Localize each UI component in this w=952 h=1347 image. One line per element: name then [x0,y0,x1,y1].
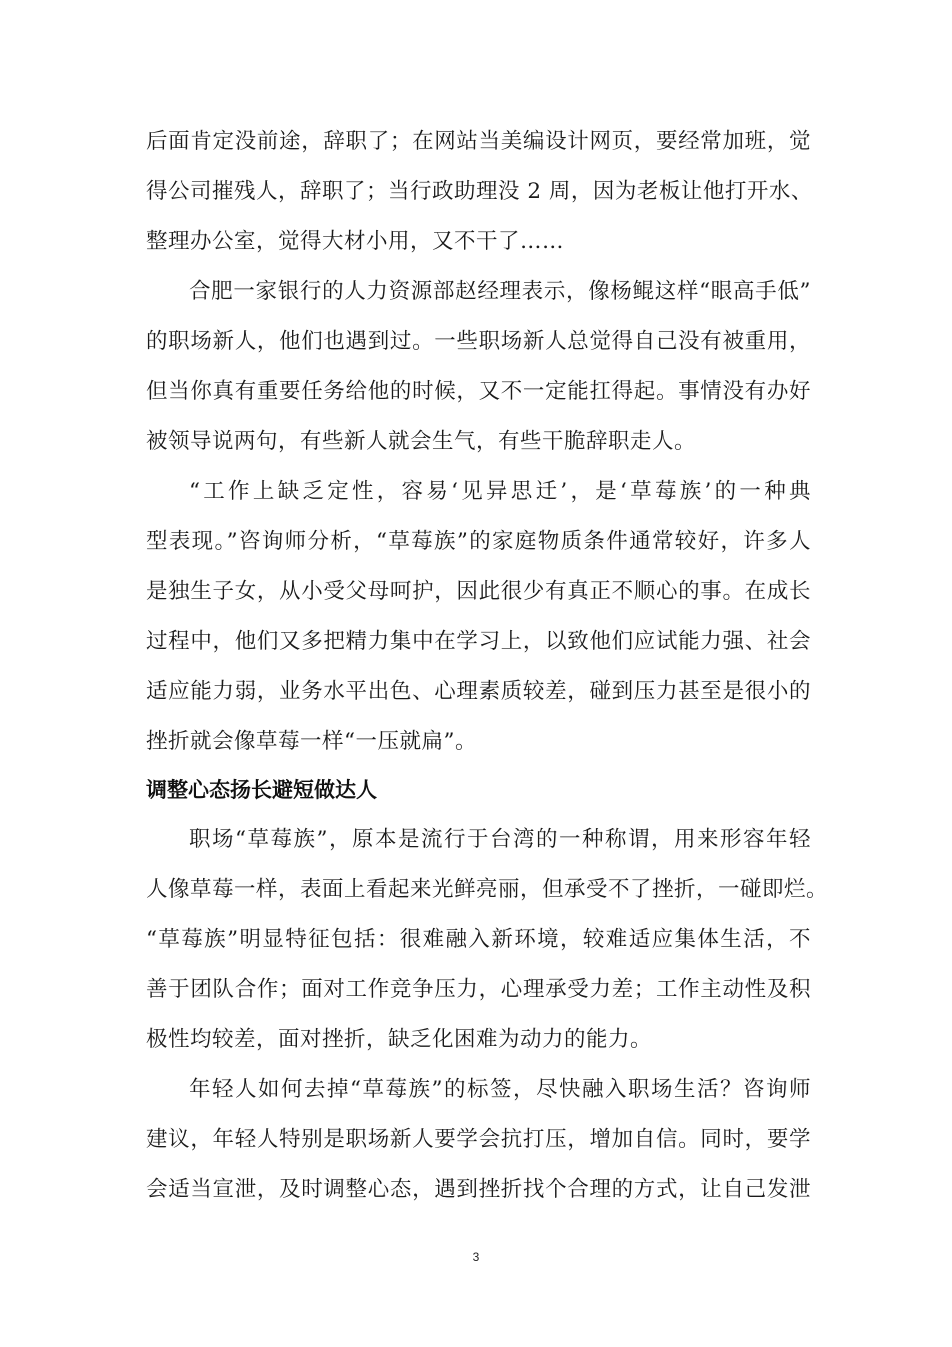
text-line: 过程中，他们又多把精力集中在学习上，以致他们应试能力强、社会 [146,629,811,654]
text-line: 整理办公室，觉得大材小用，又不干了…… [146,229,565,254]
text-line: 合肥一家银行的人力资源部赵经理表示，像杨鲲这样“眼高手低” [189,279,811,304]
text-line: 职场“草莓族”，原本是流行于台湾的一种称谓，用来形容年轻 [189,827,811,852]
text-line: 后面肯定没前途，辞职了；在网站当美编设计网页，要经常加班，觉 [146,129,811,154]
section-heading: 调整心态扬长避短做达人 [146,778,377,802]
text-line: 被领导说两句，有些新人就会生气，有些干脆辞职走人。 [146,429,697,454]
text-line: 是独生子女，从小受父母呵护，因此很少有真正不顺心的事。在成长 [146,579,811,604]
text-line: 得公司摧残人，辞职了；当行政助理没 2 周，因为老板让他打开水、 [146,179,813,204]
text-line: 年轻人如何去掉“草莓族”的标签，尽快融入职场生活？咨询师 [189,1077,811,1102]
text-line: 建议，年轻人特别是职场新人要学会抗打压，增加自信。同时，要学 [146,1127,811,1152]
text-line: “草莓族”明显特征包括：很难融入新环境，较难适应集体生活，不 [146,927,811,952]
page-number: 3 [472,1250,480,1264]
text-line: 挫折就会像草莓一样“一压就扁”。 [146,729,477,754]
text-line: 人像草莓一样，表面上看起来光鲜亮丽，但承受不了挫折，一碰即烂。 [146,877,829,902]
text-line: 但当你真有重要任务给他的时候，又不一定能扛得起。事情没有办好 [146,379,811,404]
text-line: “工作上缺乏定性，容易‘见异思迁’，是‘草莓族’的一种典 [189,479,811,504]
text-line: 型表现。”咨询师分析，“草莓族”的家庭物质条件通常较好，许多人 [146,529,811,554]
text-line: 会适当宣泄，及时调整心态，遇到挫折找个合理的方式，让自己发泄 [146,1177,811,1202]
text-line: 极性均较差，面对挫折，缺乏化困难为动力的能力。 [146,1027,653,1052]
text-line: 的职场新人，他们也遇到过。一些职场新人总觉得自己没有被重用， [146,329,811,354]
text-line: 适应能力弱，业务水平出色、心理素质较差，碰到压力甚至是很小的 [146,679,811,704]
text-line: 善于团队合作；面对工作竞争压力，心理承受力差；工作主动性及积 [146,977,811,1002]
